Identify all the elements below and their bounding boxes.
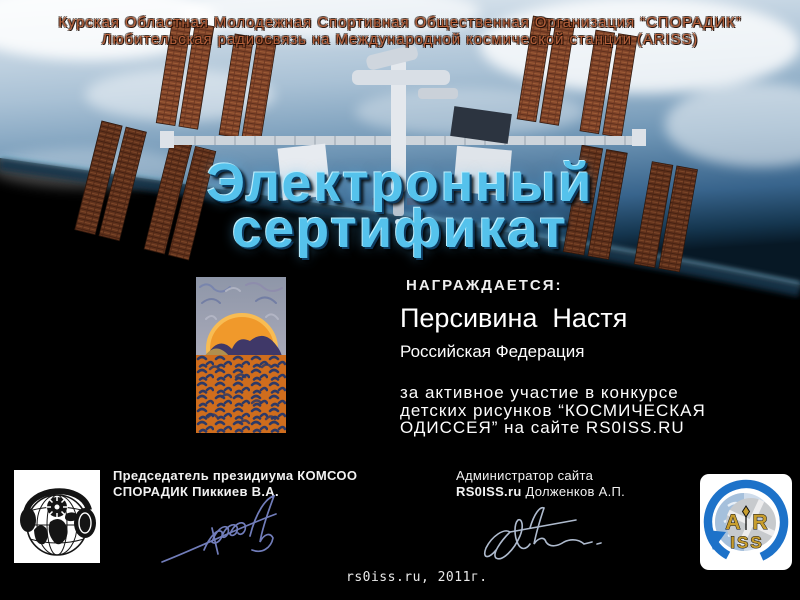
ariss-letter-a: A <box>725 511 741 534</box>
left-signer-line1: Председатель президиума КОМСОО <box>113 468 358 483</box>
ariss-letter-r: R <box>752 511 768 534</box>
child-drawing <box>196 277 286 433</box>
right-signer-line1: Администратор сайта <box>456 468 594 483</box>
admin-name: Долженков А.П. <box>521 483 626 499</box>
title-line1: Электронный <box>206 153 594 213</box>
site-name: RS0ISS.ru <box>456 483 522 499</box>
recipient-country: Российская Федерация <box>400 342 585 361</box>
komsoo-globe-headphones-logo <box>14 470 100 563</box>
org-header <box>0 14 800 48</box>
org-line2: Любительская радиосвязь на Международной космической станции (ARISS) <box>101 31 699 48</box>
reason-line3: ОДИССЕЯ” на сайте RS0ISS.RU <box>400 418 685 437</box>
sunburst <box>46 497 68 517</box>
signature-pikkiev <box>158 492 303 567</box>
org-line1: Курская Областная Молодежная Спортивная Общественная Организация “СПОРАДИК” <box>58 14 742 31</box>
certificate-title <box>0 153 800 259</box>
ariss-iss-text: ISS <box>730 533 764 552</box>
title-line2: сертификат <box>232 199 568 259</box>
award-reason <box>400 384 706 437</box>
signature-dolzhenkov <box>480 498 605 568</box>
ariss-logo <box>700 474 792 570</box>
footer-site-year: rs0iss.ru, 2011г. <box>346 570 488 585</box>
right-signer-line2 <box>456 484 625 500</box>
award-label: НАГРАЖДАЕТСЯ: <box>406 277 563 294</box>
right-signer-title <box>456 468 625 499</box>
headphone-cup-left <box>20 508 36 532</box>
reason-line2: детских рисунков “КОСМИЧЕСКАЯ <box>400 400 706 420</box>
left-signer-line2: СПОРАДИК Пиккиев В.А. <box>113 483 279 499</box>
reason-line1: за активное участие в конкурсе <box>400 383 679 402</box>
recipient-name: Персивина Настя <box>400 303 628 333</box>
